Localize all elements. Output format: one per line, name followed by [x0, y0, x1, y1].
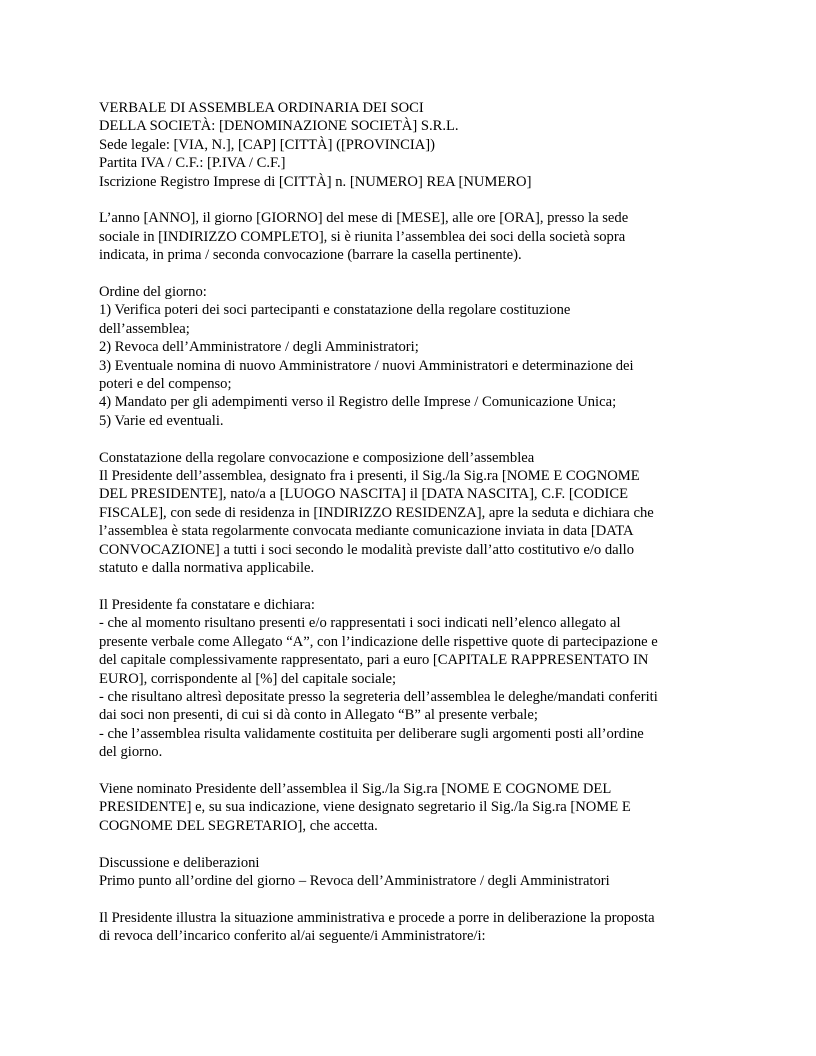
- intro-line: indicata, in prima / seconda convocazione (barrare la casella pertinente).: [99, 247, 522, 264]
- constatazione-line: Il Presidente dell’assemblea, designato fra i presenti, il Sig./la Sig.ra [NOME E COGNOME: [99, 468, 640, 485]
- illustrazione-section: [99, 909, 719, 946]
- agenda-line: 3) Eventuale nomina di nuovo Amministratore / nuovi Amministratori e determinazione dei: [99, 357, 634, 374]
- dichiarazione-line: - che al momento risultano presenti e/o rappresentati i soci indicati nell’elenco allegato al: [99, 615, 621, 632]
- illustrazione-line: di revoca dell’incarico conferito al/ai seguente/i Amministratore/i:: [99, 928, 486, 945]
- dichiarazione-line: del capitale complessivamente rappresentato, pari a euro [CAPITALE RAPPRESENTATO IN: [99, 652, 649, 669]
- document-page: [99, 99, 719, 946]
- agenda-heading: Ordine del giorno:: [99, 284, 207, 301]
- intro-paragraph: [99, 209, 719, 264]
- registered-office: Sede legale: [VIA, N.], [CAP] [CITTÀ] ([PROVINCIA]): [99, 136, 435, 153]
- vat-number: Partita IVA / C.F.: [P.IVA / C.F.]: [99, 155, 286, 172]
- constatazione-section: [99, 449, 719, 578]
- spacer: [99, 835, 719, 853]
- document-title-line-2: DELLA SOCIETÀ: [DENOMINAZIONE SOCIETÀ] S.R.L.: [99, 118, 459, 135]
- constatazione-line: statuto e dalla normativa applicabile.: [99, 560, 315, 577]
- document-title-line-1: VERBALE DI ASSEMBLEA ORDINARIA DEI SOCI: [99, 100, 424, 116]
- agenda-section: [99, 283, 719, 430]
- agenda-line: 1) Verifica poteri dei soci partecipanti e constatazione della regolare costituzione: [99, 302, 571, 319]
- agenda-line: 4) Mandato per gli adempimenti verso il Registro delle Imprese / Comunicazione Unica;: [99, 394, 617, 411]
- dichiarazione-line: Il Presidente fa constatare e dichiara:: [99, 596, 315, 613]
- constatazione-line: CONVOCAZIONE] a tutti i soci secondo le modalità previste dall’atto costitutivo e/o dallo: [99, 541, 634, 558]
- intro-line: L’anno [ANNO], il giorno [GIORNO] del mese di [MESE], alle ore [ORA], presso la sede: [99, 210, 629, 227]
- discussione-section: [99, 854, 719, 891]
- dichiarazione-line: del giorno.: [99, 744, 163, 761]
- illustrazione-line: Il Presidente illustra la situazione amministrativa e procede a porre in deliberazione la proposta: [99, 909, 655, 926]
- nomina-section: [99, 780, 719, 835]
- constatazione-line: l’assemblea è stata regolarmente convocata mediante comunicazione inviata in data [DATA: [99, 523, 634, 540]
- dichiarazione-line: EURO], corrispondente al [%] del capitale sociale;: [99, 670, 397, 687]
- spacer: [99, 191, 719, 209]
- discussione-subheading: Primo punto all’ordine del giorno – Revoca dell’Amministratore / degli Amministratori: [99, 872, 610, 889]
- company-register: Iscrizione Registro Imprese di [CITTÀ] n. [NUMERO] REA [NUMERO]: [99, 173, 532, 190]
- dichiarazione-line: - che l’assemblea risulta validamente costituita per deliberare sugli argomenti posti all’ordine: [99, 725, 644, 742]
- document-header: [99, 99, 719, 191]
- spacer: [99, 578, 719, 596]
- nomina-line: PRESIDENTE] e, su sua indicazione, viene designato segretario il Sig./la Sig.ra [NOME E: [99, 799, 631, 816]
- dichiarazione-line: - che risultano altresì depositate presso la segreteria dell’assemblea le deleghe/mandati conferiti: [99, 688, 658, 705]
- dichiarazione-line: dai soci non presenti, di cui si dà conto in Allegato “B” al presente verbale;: [99, 707, 538, 724]
- discussione-heading: Discussione e deliberazioni: [99, 854, 260, 871]
- nomina-line: Viene nominato Presidente dell’assemblea il Sig./la Sig.ra [NOME E COGNOME DEL: [99, 780, 612, 797]
- spacer: [99, 762, 719, 780]
- spacer: [99, 890, 719, 908]
- constatazione-line: DEL PRESIDENTE], nato/a a [LUOGO NASCITA] il [DATA NASCITA], C.F. [CODICE: [99, 486, 629, 503]
- constatazione-line: FISCALE], con sede di residenza in [INDIRIZZO RESIDENZA], apre la seduta e dichiara che: [99, 504, 654, 521]
- dichiarazione-section: [99, 596, 719, 762]
- agenda-line: dell’assemblea;: [99, 320, 190, 337]
- agenda-line: 5) Varie ed eventuali.: [99, 412, 224, 429]
- spacer: [99, 430, 719, 448]
- agenda-line: poteri e del compenso;: [99, 376, 232, 393]
- constatazione-heading: Constatazione della regolare convocazione e composizione dell’assemblea: [99, 449, 535, 466]
- intro-line: sociale in [INDIRIZZO COMPLETO], si è riunita l’assemblea dei soci della società sopra: [99, 228, 626, 245]
- nomina-line: COGNOME DEL SEGRETARIO], che accetta.: [99, 817, 378, 834]
- spacer: [99, 265, 719, 283]
- dichiarazione-line: presente verbale come Allegato “A”, con l’indicazione delle rispettive quote di partecipazione e: [99, 633, 658, 650]
- agenda-line: 2) Revoca dell’Amministratore / degli Amministratori;: [99, 339, 419, 356]
